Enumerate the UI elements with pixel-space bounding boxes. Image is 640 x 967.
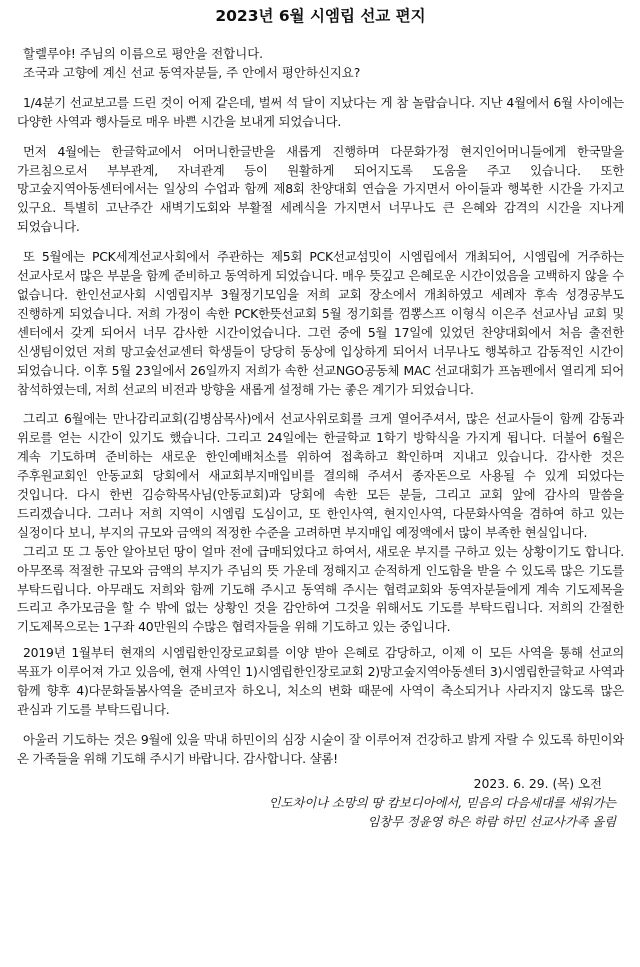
signature-line: 인도차이나 소망의 땅 캄보디아에서, 믿음의 다음세대를 세워가는 <box>268 794 616 810</box>
greeting-line: 할렐루야! 주님의 이름으로 평안을 전합니다. <box>23 46 264 61</box>
paragraph-prayer: 아울러 기도하는 것은 9월에 있을 막내 하민이의 심장 시술이 잘 이루어져 건강하고 밝게 자랄 수 있도록 하민이와 온 가족들을 위해 기도해 주시기 바랍니다. 감사합니다. 샬롬! <box>17 731 624 766</box>
paragraph-may: 또 5월에는 PCK세계선교사회에서 주관하는 제5회 PCK선교섬밋이 시엠립에서 개최되어, 시엠립에 거주하는 선교사로서 많은 부분을 함께 준비하고 동역하게 되었습니다. 매우 뜻깊고 은혜로운 시간이었음을 고백하지 않을 수 없습니다. 한인선교사회 시엠립지부 3월정기모임을 저희 교회 장소에서 개최하였고 세례자 후속 성경공부도 진행하게 되었습니다. 저희 가정이 속한 PCK한뜻선교회 5월 정기회를 껌뽕스프 이형식 이은주 선교사님 교회 및 센터에서 갖게 되어서 너무 감사한 시간이었습니다. 그런 중에 5월 17일에 있었던 찬양대회에서 처음 출전한 신생팀이었던 저희 망고숲선교센터 학생들이 당당히 동상에 입상하게 되어서 너무나도 행복하고 감동적인 시간이 되었습니다. 이후 5월 23일에서 26일까지 저희가 속한 선교NGO공동체 MAC 선교대회가 프놈펜에서 열리게 되어 참석하였는데, 저희 선교의 비전과 방향을 새롭게 설정해 가는 좋은 계기가 되었습니다. <box>17 249 624 397</box>
paragraph-land: 그리고 또 그 동안 알아보던 땅이 얼마 전에 급매되었다고 하여서, 새로운 부지를 구하고 있는 상황이기도 합니다. 아무쪼록 적절한 규모와 금액의 부지가 주님의 뜻 가운데 정해지고 순적하게 인도함을 받을 수 있도록 많은 기도를 부탁드립니다. 아무래도 저희와 함께 기도해 주시고 동역해 주시는 협력교회와 동역자분들에게 계속 기도제목을 드리고 추가모금을 할 수 밖에 없는 상황인 것을 감안하여 그것을 위해서도 기도를 부탁드립니다. 저희의 간절한 기도제목으로는 1구좌 40만원의 수많은 협력자들을 위해 기도하고 있는 중입니다. <box>17 543 624 635</box>
paragraph-ministry: 2019년 1월부터 현재의 시엠립한인장로교회를 이양 받아 은혜로 감당하고, 이제 이 모든 사역을 통해 선교의 목표가 이루어져 가고 있음에, 현재 사역인 1)시엠립한인장로교회 2)망고숲지역아동센터 3)시엠립한글학교 사역과 함께 향후 4)다문화돌봄사역을 준비코자 하오니, 처소의 변화 때문에 사역이 축소되거나 사라지지 않도록 많은 관심과 기도를 부탁드립니다. <box>17 645 624 717</box>
paragraph-april: 먼저 4월에는 한글학교에서 어머니한글반을 새롭게 진행하며 다문화가정 현지인어머니들에게 한국말을 가르침으로서 부부관계, 자녀관계 등이 원활하게 되어지도록 도움을 주고 있습니다. 또한 망고숲지역아동센터에서는 일상의 수업과 함께 제8회 찬양대회 연습을 가지면서 아이들과 행복한 시간을 가지고 있구요. 특별히 고난주간 새벽기도회와 부활절 세례식을 가지면서 너무나도 큰 은혜와 감격의 시간을 지나게 되었습니다. <box>17 143 624 235</box>
greeting-block <box>17 45 624 83</box>
paragraph-quarter-intro: 1/4분기 선교보고를 드린 것이 어제 같은데, 벌써 석 달이 지났다는 게 참 놀랍습니다. 지난 4월에서 6월 사이에는 다양한 사역과 행사들로 매우 바쁜 시간을 보내게 되었습니다. <box>17 94 624 129</box>
greeting-line: 조국과 고향에 계신 선교 동역자분들, 주 안에서 평안하신지요? <box>23 64 361 80</box>
paragraph-june: 그리고 6월에는 만나감리교회(김병삼목사)에서 선교사위로회를 크게 열어주셔서, 많은 선교사들이 함께 감동과 위로를 얻는 시간이 있기도 했습니다. 그리고 24일에는 한글학교 1학기 방학식을 가지게 됩니다. 더불어 6월은 계속 기도하며 준비하는 새로운 한인예배처소를 위하여 접촉하고 확인하며 지내고 있습니다. 감사한 것은 주후원교회인 안동교회 당회에서 새교회부지매입비를 결의해 주셔서 종자돈으로 사용될 수 있게 되었다는 것입니다. 다시 한번 김승학목사님(안동교회)과 당회에 속한 모든 분들, 그리고 교회 앞에 감사의 말씀을 드리겠습니다. 그러나 저희 지역이 시엠립 도심이고, 또 한인사역, 현지인사역, 다문화사역을 겸하여 하고 있는 실정이다 보니, 부지의 규모와 금액의 적정한 수준을 고려하면 부지매입 예정액에서 많이 부족한 현실입니다. <box>17 411 624 540</box>
signature-line: 임창무 정윤영 하은 하람 하민 선교사가족 올림 <box>367 813 616 829</box>
letter-date: 2023. 6. 29. (목) 오전 <box>473 775 602 791</box>
letter-title: 2023년 6월 시엠립 선교 편지 <box>215 7 426 25</box>
